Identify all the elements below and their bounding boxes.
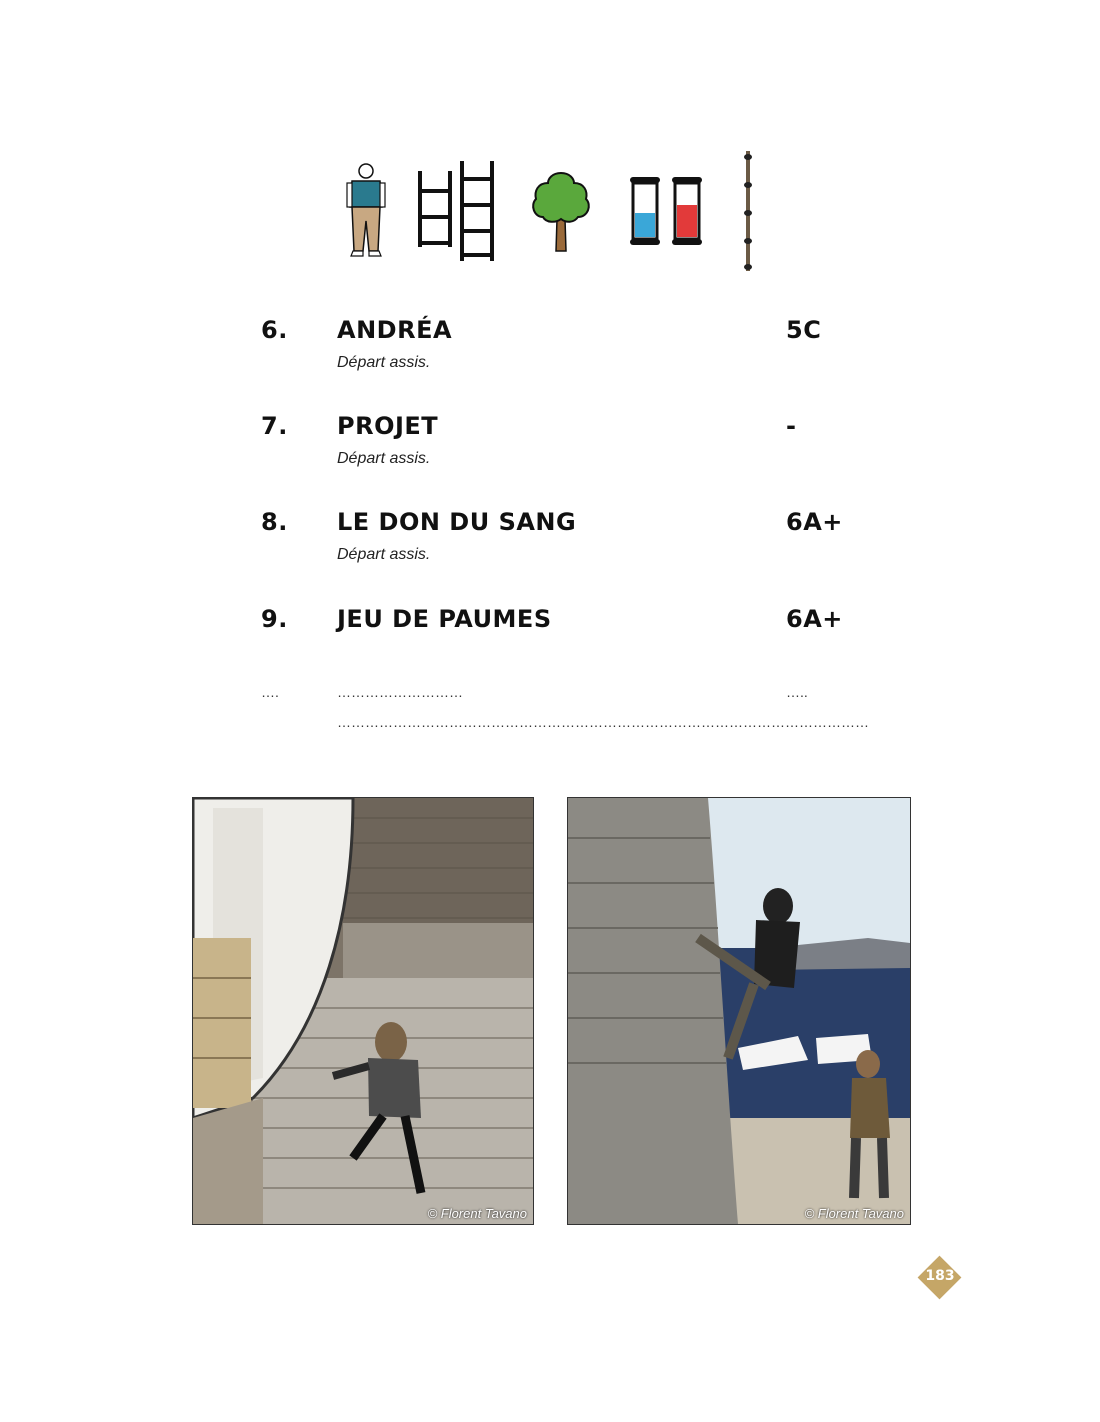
- route-grade: -: [786, 412, 797, 440]
- route-name: ANDRÉA: [337, 316, 453, 344]
- photo-sea-climber: [567, 797, 911, 1225]
- route-note: Départ assis.: [337, 450, 431, 467]
- route-name: PROJET: [337, 412, 439, 440]
- rope-icon: [740, 149, 756, 273]
- route-number: 9.: [261, 605, 288, 633]
- person-icon: [344, 163, 388, 259]
- route-number: 8.: [261, 508, 288, 536]
- blank-number: ….: [261, 684, 279, 700]
- photo-credit: © Florent Tavano: [427, 1206, 527, 1221]
- route-grade: 6A+: [786, 508, 843, 536]
- photo-sea-climber-image: [568, 798, 910, 1224]
- route-name: JEU DE PAUMES: [337, 605, 552, 633]
- route-number: 7.: [261, 412, 288, 440]
- blank-note: ……………………………………………………………………………………………………: [337, 714, 869, 730]
- route-grade: 6A+: [786, 605, 843, 633]
- photo-boat-climber-image: [193, 798, 533, 1224]
- page-number-badge: [918, 1256, 962, 1300]
- page-number: 183: [925, 1268, 955, 1284]
- photo-credit: © Florent Tavano: [804, 1206, 904, 1221]
- ladder-icon: [416, 159, 496, 265]
- tree-icon: [530, 169, 592, 253]
- route-note: Départ assis.: [337, 354, 431, 371]
- hourglass-icon: [628, 175, 704, 247]
- icon-row: [330, 145, 780, 280]
- blank-name: ………………………: [337, 684, 463, 700]
- route-note: Départ assis.: [337, 546, 431, 563]
- route-name: LE DON DU SANG: [337, 508, 577, 536]
- route-number: 6.: [261, 316, 288, 344]
- route-grade: 5C: [786, 316, 822, 344]
- blank-grade: …..: [786, 684, 808, 700]
- photo-boat-climber: [192, 797, 534, 1225]
